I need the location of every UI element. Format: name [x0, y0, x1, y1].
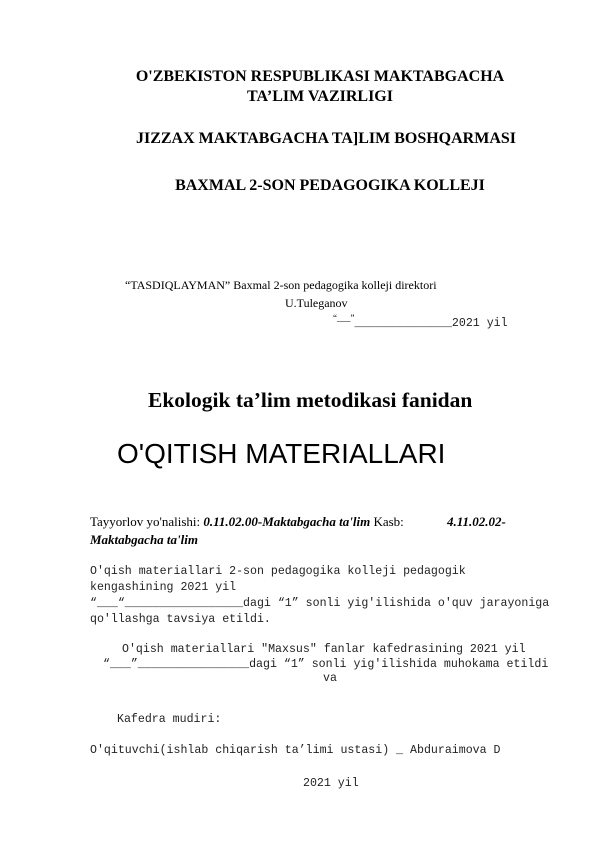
department-title: JIZZAX MAKTABGACHA TA]LIM BOSHQARMASI [135, 130, 517, 147]
council-line4: qo'llashga tavsiya etildi. [90, 613, 271, 626]
meeting-line3: va [323, 672, 337, 681]
department-head-label: Kafedra mudiri: [117, 713, 222, 726]
director-name: U.Tuleganov [285, 296, 348, 310]
council-line2: kengashining 2021 yil [90, 581, 237, 594]
meeting-line2: “___”________________dagi “1” sonli yig'ilishida muhokama etildi [103, 658, 549, 671]
teacher-signature: O'qituvchi(ishlab chiqarish ta’limi ustasi) _ Abduraimova D [90, 744, 501, 757]
profession-name: Maktabgacha ta'lim [90, 532, 198, 547]
ministry-title-line1: O'ZBEKISTON RESPUBLIKASI MAKTABGACHA [135, 68, 505, 85]
approval-date-quote: “___” [333, 313, 355, 323]
college-title: BAXMAL 2-SON PEDAGOGIKA KOLLEJI [175, 177, 485, 194]
main-title: O'QITISH MATERIALLARI [117, 438, 446, 469]
council-line1: O'qish materiallari 2-son pedagogika kolleji pedagogik [90, 565, 466, 578]
approval-line: “TASDIQLAYMAN” Baxmal 2-son pedagogika kolleji direktori [125, 278, 437, 292]
meeting-line1: O'qish materiallari "Maxsus" fanlar kafedrasining 2021 yil [122, 643, 526, 656]
document-year: 2021 yil [303, 777, 359, 790]
approval-date [333, 313, 508, 331]
direction-code: 0.11.02.00-Maktabgacha ta'lim [203, 514, 371, 529]
approval-date-line: ______________2021 yil [354, 317, 508, 330]
subject-title: Ekologik ta’lim metodikasi fanidan [148, 388, 473, 412]
council-line3: “___“_________________dagi “1” sonli yig'ilishida o'quv jarayoniga [90, 597, 550, 610]
direction-label: Tayyorlov yo'nalishi: [90, 514, 204, 529]
profession-label: Kasb: [370, 514, 404, 529]
ministry-title-line2: TA’LIM VAZIRLIGI [247, 88, 393, 105]
profession-code: 4.11.02.02- [447, 514, 506, 529]
direction-info [90, 514, 404, 530]
